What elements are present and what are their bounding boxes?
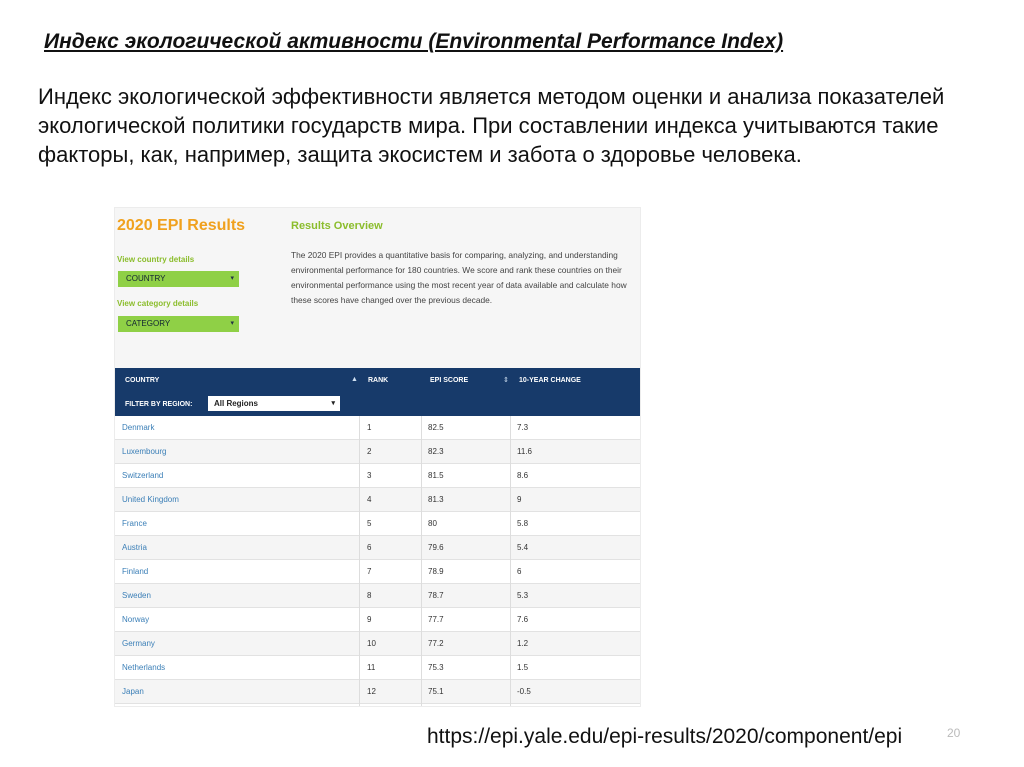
category-details-label: View category details bbox=[117, 299, 199, 308]
source-url-link[interactable]: https://epi.yale.edu/epi-results/2020/component/epi bbox=[427, 725, 903, 748]
column-header-rank[interactable]: RANK bbox=[368, 377, 389, 384]
country-cell[interactable]: Luxembourg bbox=[122, 447, 167, 456]
epi-score-cell: 80 bbox=[428, 519, 437, 528]
ten-year-change-cell: 1.5 bbox=[517, 663, 529, 672]
table-row[interactable] bbox=[115, 488, 640, 512]
country-dropdown-value: COUNTRY bbox=[126, 274, 166, 283]
ten-year-change-cell: 6 bbox=[517, 567, 522, 576]
table-row[interactable] bbox=[115, 416, 640, 440]
epi-score-cell: 81.5 bbox=[428, 471, 444, 480]
ten-year-change-cell: 7.3 bbox=[517, 423, 529, 432]
table-row[interactable] bbox=[115, 536, 640, 560]
country-cell[interactable]: Norway bbox=[122, 615, 150, 624]
country-cell[interactable]: Netherlands bbox=[122, 663, 166, 672]
rank-cell: 10 bbox=[367, 639, 376, 648]
ten-year-change-cell: 8.6 bbox=[517, 471, 529, 480]
page-number: 20 bbox=[947, 726, 961, 740]
country-details-label: View country details bbox=[117, 255, 195, 264]
column-header-epi-score[interactable]: EPI SCORE bbox=[430, 377, 469, 384]
table-row[interactable] bbox=[115, 464, 640, 488]
ten-year-change-cell: 11.6 bbox=[517, 447, 532, 456]
epi-score-cell: 81.3 bbox=[428, 495, 444, 504]
chevron-down-icon: ▾ bbox=[331, 400, 335, 407]
column-divider bbox=[510, 416, 511, 706]
table-row[interactable] bbox=[115, 608, 640, 632]
country-cell[interactable]: United Kingdom bbox=[122, 495, 179, 504]
results-overview-text: The 2020 EPI provides a quantitative basis for comparing, analyzing, and understanding environmental performance for 180 countries. We score and rank these countries on their environmental performance using the most recent year of data available and calculate how these scores have changed over the previous decade. bbox=[291, 250, 627, 305]
sort-up-icon[interactable]: ▲ bbox=[351, 376, 358, 383]
region-filter-select[interactable] bbox=[208, 396, 340, 411]
country-cell[interactable]: Denmark bbox=[122, 423, 155, 432]
ten-year-change-cell: 9 bbox=[517, 495, 522, 504]
ten-year-change-cell: 5.4 bbox=[517, 543, 529, 552]
country-cell[interactable]: Japan bbox=[122, 687, 144, 696]
slide-title: Индекс экологической активности (Environmental Performance Index) bbox=[44, 30, 784, 53]
column-header-country[interactable]: COUNTRY bbox=[125, 377, 160, 384]
rank-cell: 6 bbox=[367, 543, 372, 552]
table-row[interactable] bbox=[115, 560, 640, 584]
ten-year-change-cell: 5.8 bbox=[517, 519, 529, 528]
table-header bbox=[115, 368, 640, 416]
epi-score-cell: 79.6 bbox=[428, 543, 444, 552]
epi-score-cell: 75.3 bbox=[428, 663, 444, 672]
slide-body-text: Индекс экологической эффективности является методом оценки и анализа показателей экологической политики государств мира. При составлении индекса учитываются такие факторы, как, например, защита экосистем и забота о здоровье человека. bbox=[38, 84, 945, 167]
country-dropdown[interactable] bbox=[118, 271, 239, 287]
epi-score-cell: 77.2 bbox=[428, 639, 444, 648]
ten-year-change-cell: -0.5 bbox=[517, 687, 531, 696]
country-cell[interactable]: Austria bbox=[122, 543, 147, 552]
epi-score-cell: 82.5 bbox=[428, 423, 444, 432]
rank-cell: 5 bbox=[367, 519, 372, 528]
epi-score-cell: 82.3 bbox=[428, 447, 444, 456]
country-cell[interactable]: Sweden bbox=[122, 591, 151, 600]
epi-score-cell: 78.9 bbox=[428, 567, 444, 576]
table-row[interactable] bbox=[115, 680, 640, 704]
table-row[interactable] bbox=[115, 512, 640, 536]
results-overview-title: Results Overview bbox=[291, 220, 383, 232]
country-cell[interactable]: Germany bbox=[122, 639, 155, 648]
rank-cell: 3 bbox=[367, 471, 372, 480]
category-dropdown[interactable] bbox=[118, 316, 239, 332]
ten-year-change-cell: 1.2 bbox=[517, 639, 529, 648]
epi-header-panel bbox=[115, 208, 640, 368]
column-divider bbox=[359, 416, 360, 706]
epi-score-cell: 75.1 bbox=[428, 687, 444, 696]
table-row[interactable] bbox=[115, 584, 640, 608]
table-row[interactable] bbox=[115, 440, 640, 464]
rank-cell: 11 bbox=[367, 663, 376, 672]
rank-cell: 7 bbox=[367, 567, 372, 576]
rank-cell: 4 bbox=[367, 495, 372, 504]
rank-cell: 8 bbox=[367, 591, 372, 600]
column-header-ten-year-change[interactable]: 10-YEAR CHANGE bbox=[519, 377, 581, 384]
category-dropdown-value: CATEGORY bbox=[126, 319, 171, 328]
ten-year-change-cell: 5.3 bbox=[517, 591, 529, 600]
chevron-down-icon: ▾ bbox=[230, 275, 234, 282]
epi-results-title: 2020 EPI Results bbox=[117, 217, 246, 234]
filter-by-region-label: FILTER BY REGION: bbox=[125, 401, 193, 408]
rank-cell: 2 bbox=[367, 447, 372, 456]
rank-cell: 1 bbox=[367, 423, 372, 432]
region-filter-value: All Regions bbox=[214, 399, 259, 408]
table-row[interactable] bbox=[115, 632, 640, 656]
country-cell[interactable]: Finland bbox=[122, 567, 149, 576]
epi-score-cell: 77.7 bbox=[428, 615, 444, 624]
column-divider bbox=[421, 416, 422, 706]
epi-score-cell: 78.7 bbox=[428, 591, 444, 600]
ten-year-change-cell: 7.6 bbox=[517, 615, 529, 624]
sort-icon[interactable]: ⇕ bbox=[503, 377, 509, 384]
country-cell[interactable]: France bbox=[122, 519, 147, 528]
rank-cell: 9 bbox=[367, 615, 372, 624]
rank-cell: 12 bbox=[367, 687, 376, 696]
chevron-down-icon: ▾ bbox=[230, 320, 234, 327]
epi-results-screenshot bbox=[115, 208, 640, 706]
country-cell[interactable]: Switzerland bbox=[122, 471, 164, 480]
table-row[interactable] bbox=[115, 656, 640, 680]
